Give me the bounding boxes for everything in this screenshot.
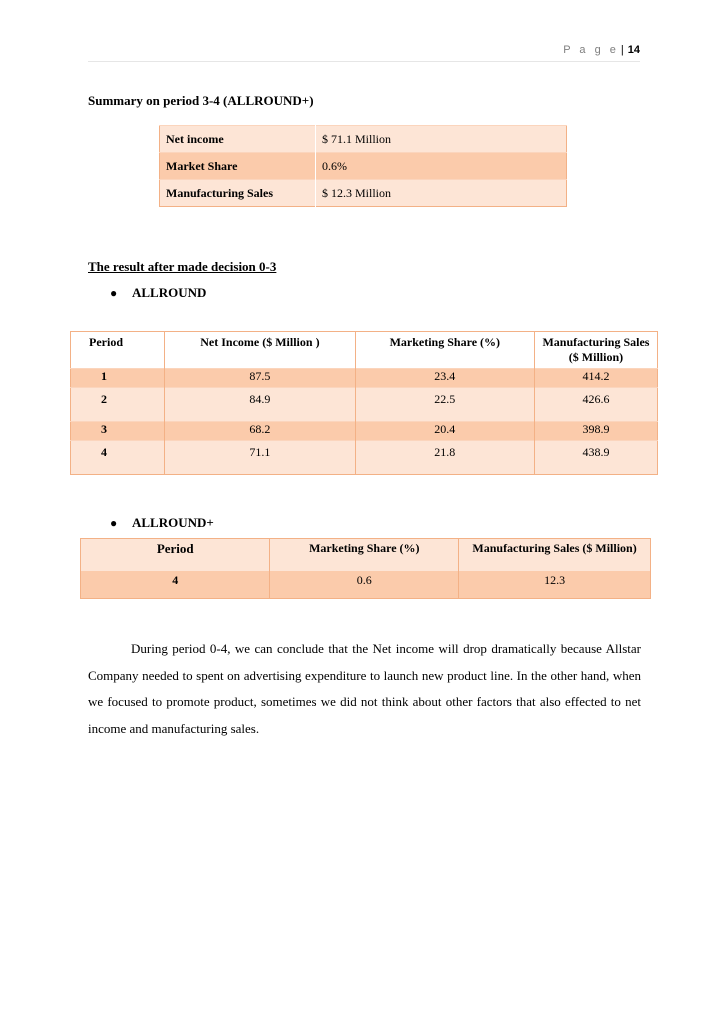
table-row [71, 441, 658, 475]
cell-net-income: 87.5 [165, 369, 356, 388]
table-row [71, 388, 658, 422]
cell-period: 4 [71, 441, 165, 475]
allround-plus-table [80, 538, 651, 599]
cell-period: 1 [71, 369, 165, 388]
bullet-icon: ● [110, 286, 118, 300]
allround-label: ALLROUND [132, 285, 207, 300]
summary-value: $ 12.3 Million [316, 180, 567, 207]
cell-net-income: 84.9 [165, 388, 356, 422]
cell-period: 3 [71, 422, 165, 441]
col-header-net-income: Net Income ($ Million ) [165, 332, 356, 369]
col-header-period: Period [81, 539, 270, 572]
table-row [81, 571, 651, 599]
col-header-period: Period [71, 332, 165, 369]
col-header-manufacturing-sales: Manufacturing Sales ($ Million) [459, 539, 651, 572]
table-header-row [81, 539, 651, 572]
allround-plus-label: ALLROUND+ [132, 515, 214, 530]
col-header-marketing-share: Marketing Share (%) [270, 539, 459, 572]
summary-label: Manufacturing Sales [160, 180, 316, 207]
page-number: 14 [627, 44, 640, 56]
page-separator: | [620, 44, 624, 56]
allround-plus-bullet [110, 515, 214, 531]
allround-table [70, 331, 658, 475]
summary-row [160, 180, 567, 207]
page-header [88, 44, 640, 62]
table-header-row [71, 332, 658, 369]
cell-marketing-share: 20.4 [355, 422, 534, 441]
bullet-icon: ● [110, 516, 118, 530]
cell-period: 2 [71, 388, 165, 422]
conclusion-paragraph: During period 0-4, we can conclude that the Net income will drop dramatically because Allstar Company needed to spent on advertising expenditure to launch new product line. In the other hand, when we focused to promote product, sometimes we did not think about other factors that also effected to net income and manufacturing sales. [88, 641, 641, 736]
summary-value: 0.6% [316, 153, 567, 180]
cell-manufacturing-sales: 398.9 [534, 422, 657, 441]
summary-table [159, 125, 567, 207]
summary-label: Net income [160, 126, 316, 153]
result-heading: The result after made decision 0-3 [88, 259, 277, 274]
col-header-manufacturing-sales: Manufacturing Sales ($ Million) [534, 332, 657, 369]
cell-marketing-share: 21.8 [355, 441, 534, 475]
cell-manufacturing-sales: 426.6 [534, 388, 657, 422]
cell-net-income: 71.1 [165, 441, 356, 475]
summary-label: Market Share [160, 153, 316, 180]
page-label: P a g e [563, 44, 619, 56]
summary-value: $ 71.1 Million [316, 126, 567, 153]
cell-marketing-share: 23.4 [355, 369, 534, 388]
cell-marketing-share: 22.5 [355, 388, 534, 422]
cell-manufacturing-sales: 12.3 [459, 571, 651, 599]
summary-row [160, 153, 567, 180]
cell-net-income: 68.2 [165, 422, 356, 441]
cell-period: 4 [81, 571, 270, 599]
allround-bullet [110, 285, 206, 301]
summary-heading: Summary on period 3-4 (ALLROUND+) [88, 93, 314, 108]
table-row [71, 369, 658, 388]
cell-manufacturing-sales: 414.2 [534, 369, 657, 388]
summary-row [160, 126, 567, 153]
col-header-marketing-share: Marketing Share (%) [355, 332, 534, 369]
table-row [71, 422, 658, 441]
cell-marketing-share: 0.6 [270, 571, 459, 599]
cell-manufacturing-sales: 438.9 [534, 441, 657, 475]
